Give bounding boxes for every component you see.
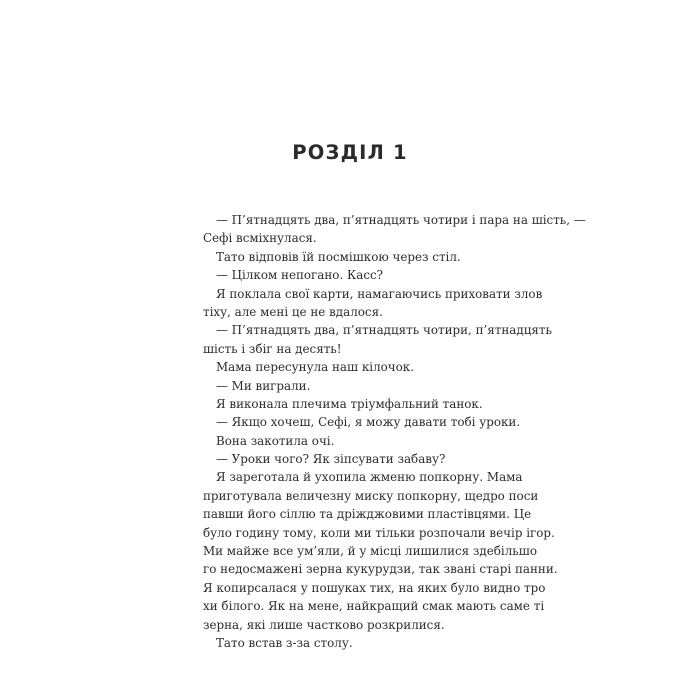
text-line: приготувала величезну миску попкорну, щедро поси bbox=[203, 488, 539, 503]
chapter-title: РОЗДІЛ 1 bbox=[292, 141, 408, 164]
text-line: Я копирсалася у пошуках тих, на яких було видно тро bbox=[203, 580, 546, 595]
text-line: павши його сіллю та дріжджовими пластівцями. Це bbox=[203, 507, 532, 522]
text-line: Я зареготала й ухопила жменю попкорну. Мама bbox=[216, 470, 523, 485]
text-line: — Якщо хочеш, Сефі, я можу давати тобі уроки. bbox=[216, 415, 521, 430]
text-line: зерна, які лише частково розкрилися. bbox=[203, 617, 445, 632]
text-line: шість і збіг на десять! bbox=[203, 341, 342, 356]
text-line: Тато встав з-за столу. bbox=[216, 635, 353, 650]
text-line: — П’ятнадцять два, п’ятнадцять чотири, п’ятнадцять bbox=[216, 323, 552, 338]
text-line: — Цілком непогано. Касс? bbox=[216, 268, 384, 283]
text-line: го недосмажені зерна кукурудзи, так звані старі панни. bbox=[203, 562, 558, 577]
text-line: Сефі всміхнулася. bbox=[203, 231, 317, 246]
text-line: Вона закотила очі. bbox=[216, 433, 335, 448]
text-line: Мама пересунула наш кілочок. bbox=[216, 360, 415, 375]
text-line: — П’ятнадцять два, п’ятнадцять чотири і пара на шість, — bbox=[216, 213, 586, 227]
text-line: Я поклала свої карти, намагаючись приховати злов bbox=[216, 286, 543, 301]
text-line: Ми майже все ум’яли, й у місці лишилися здебільшо bbox=[203, 544, 537, 559]
text-line: — Уроки чого? Як зіпсувати забаву? bbox=[216, 452, 446, 467]
text-line: — Ми виграли. bbox=[216, 378, 311, 393]
text-line: було годину тому, коли ми тільки розпочали вечір ігор. bbox=[203, 525, 555, 540]
text-line: Я виконала плечима тріумфальний танок. bbox=[216, 396, 483, 411]
chapter-text bbox=[203, 211, 586, 652]
text-line: тіху, але мені це не вдалося. bbox=[203, 304, 383, 319]
text-line: Тато відповів їй посмішкою через стіл. bbox=[216, 249, 461, 264]
text-line: хи білого. Як на мене, найкращий смак мають саме ті bbox=[203, 599, 545, 614]
